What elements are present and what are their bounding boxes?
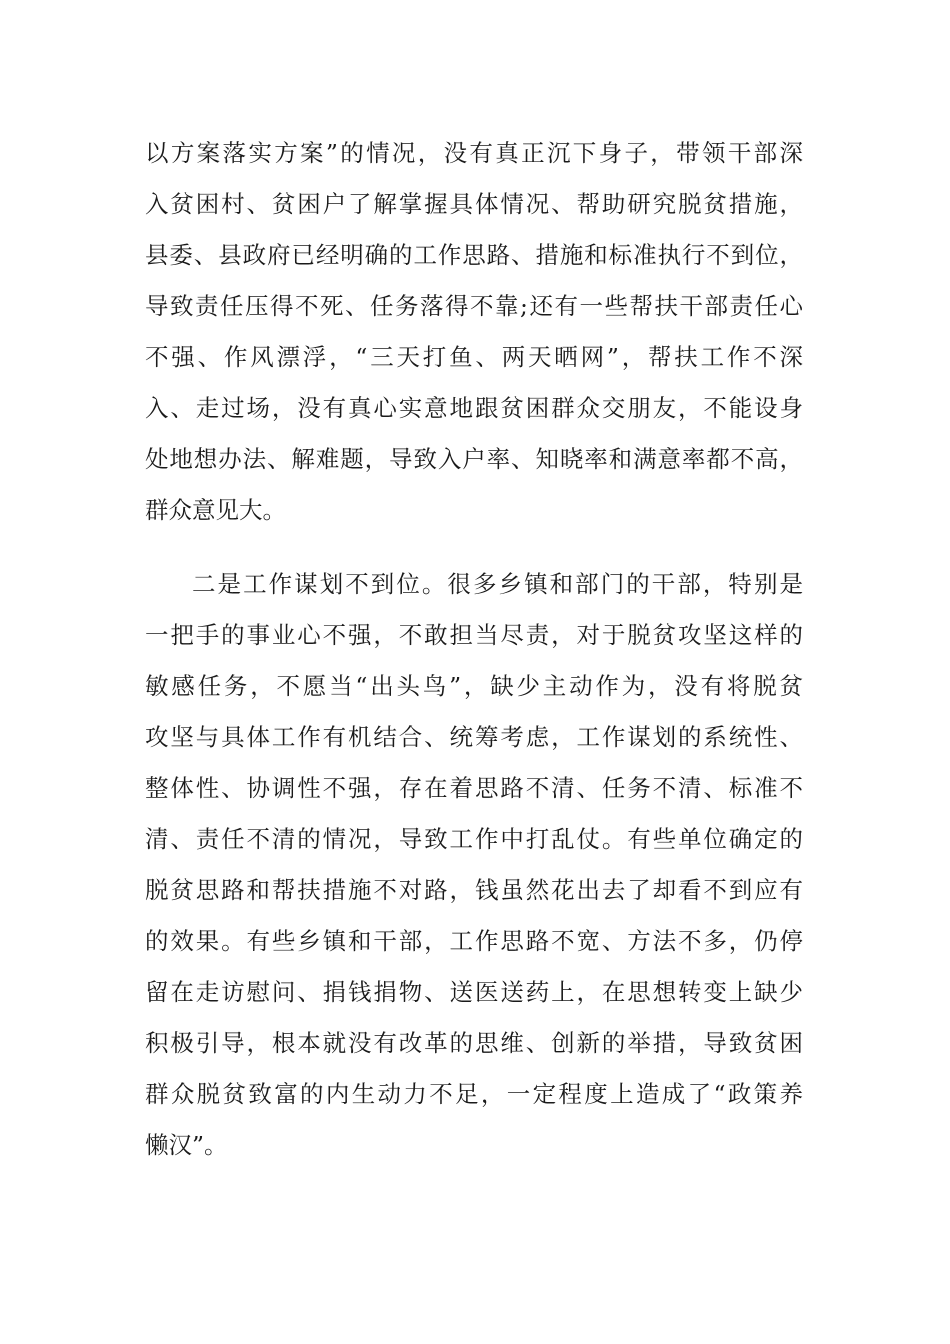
text-line: 以方案落实方案”的情况，没有真正沉下身子，带领干部深 xyxy=(145,139,803,167)
text-line: 不强、作风漂浮，“三天打鱼、两天晒网”，帮扶工作不深 xyxy=(145,343,803,371)
text-line: 留在走访慰问、捐钱捐物、送医送药上，在思想转变上缺少 xyxy=(145,978,803,1006)
text-line: 整体性、协调性不强，存在着思路不清、任务不清、标准不 xyxy=(145,774,803,802)
text-line: 入贫困村、贫困户了解掌握具体情况、帮助研究脱贫措施， xyxy=(145,190,803,218)
text-line: 积极引导，根本就没有改革的思维、创新的举措，导致贫困 xyxy=(145,1029,803,1057)
text-line: 群众脱贫致富的内生动力不足，一定程度上造成了“政策养 xyxy=(145,1080,803,1108)
text-line: 处地想办法、解难题，导致入户率、知晓率和满意率都不高， xyxy=(145,445,803,473)
paragraph-spacer xyxy=(145,536,803,559)
paragraph-1 xyxy=(145,128,803,536)
paragraph-2 xyxy=(145,559,803,1171)
text-line: 懒汉”。 xyxy=(145,1131,228,1159)
text-line: 敏感任务，不愿当“出头鸟”，缺少主动作为，没有将脱贫 xyxy=(145,672,803,700)
document-body xyxy=(145,128,803,1171)
text-line: 县委、县政府已经明确的工作思路、措施和标准执行不到位， xyxy=(145,241,803,269)
text-line: 清、责任不清的情况，导致工作中打乱仗。有些单位确定的 xyxy=(145,825,803,853)
text-line: 入、走过场，没有真心实意地跟贫困群众交朋友，不能设身 xyxy=(145,394,803,422)
text-line: 脱贫思路和帮扶措施不对路，钱虽然花出去了却看不到应有 xyxy=(145,876,803,904)
text-line: 二是工作谋划不到位。很多乡镇和部门的干部，特别是 xyxy=(192,570,803,598)
text-line: 导致责任压得不死、任务落得不靠;还有一些帮扶干部责任心 xyxy=(145,292,803,320)
text-line: 攻坚与具体工作有机结合、统筹考虑，工作谋划的系统性、 xyxy=(145,723,803,751)
text-line: 一把手的事业心不强，不敢担当尽责，对于脱贫攻坚这样的 xyxy=(145,621,803,649)
text-line: 的效果。有些乡镇和干部，工作思路不宽、方法不多，仍停 xyxy=(145,927,803,955)
text-line: 群众意见大。 xyxy=(145,496,286,524)
